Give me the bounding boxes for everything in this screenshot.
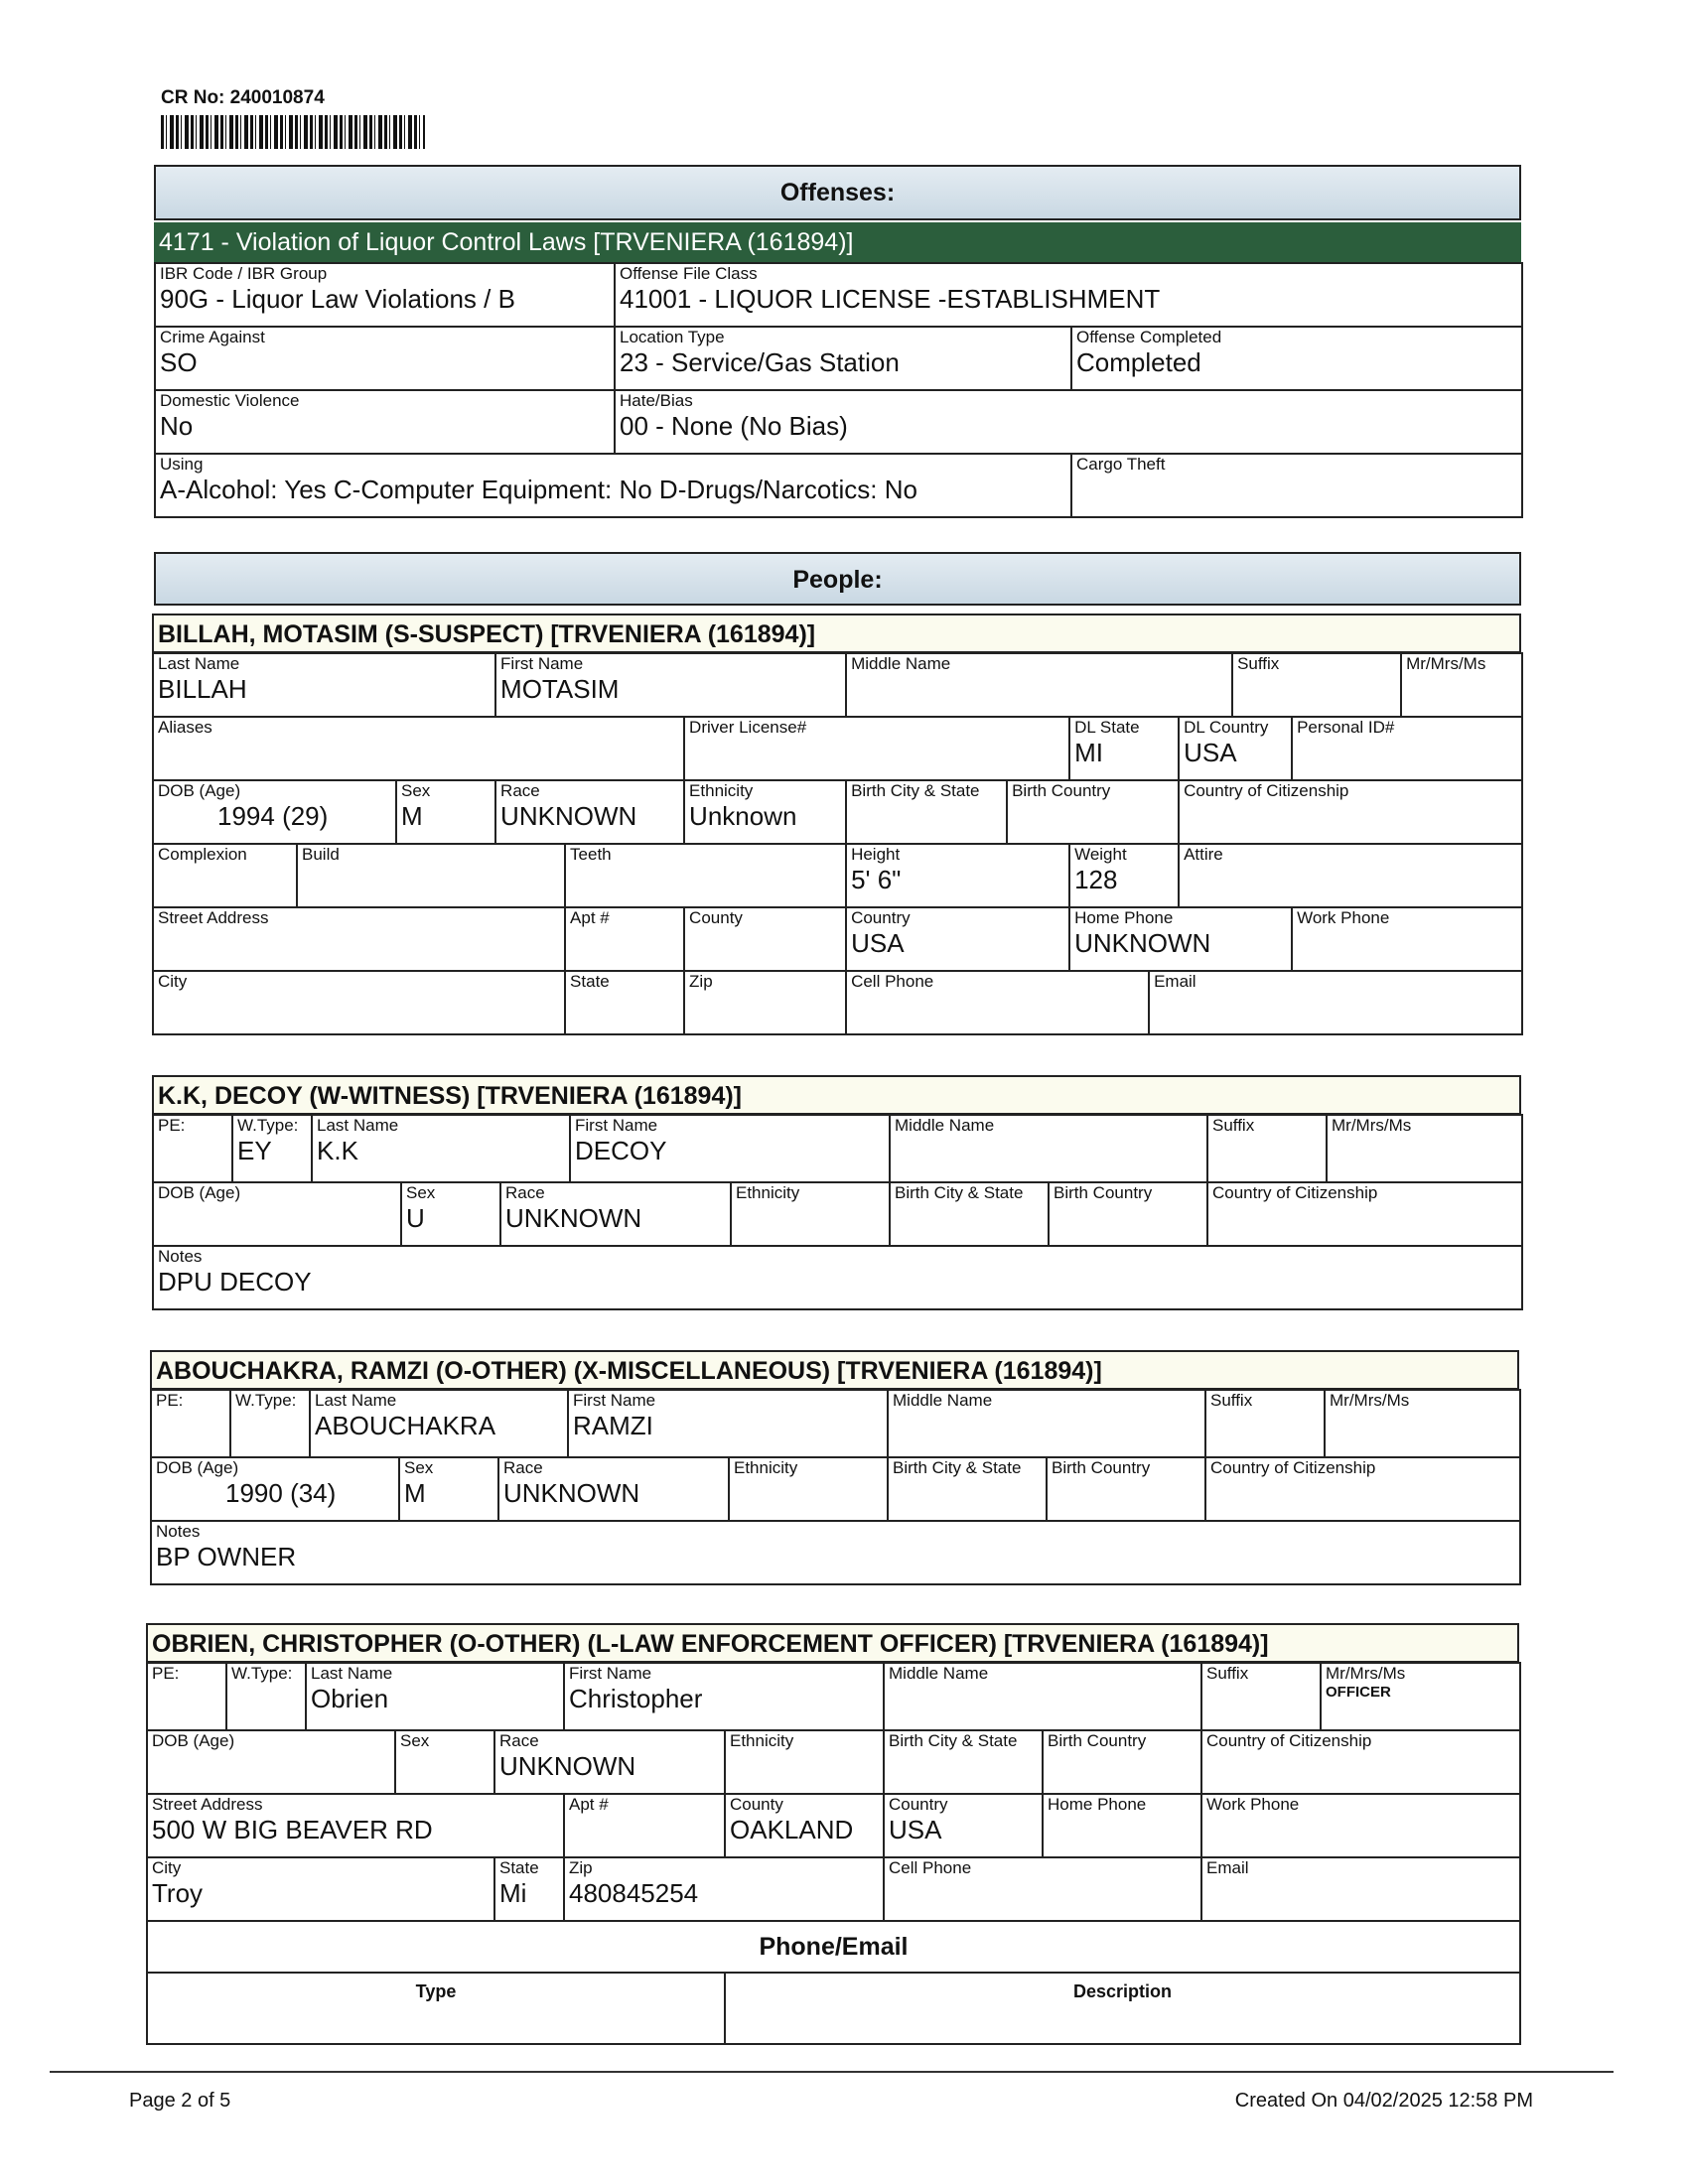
mr-cell: Mr/Mrs/Ms — [1327, 1115, 1522, 1182]
ethnicity-cell: Ethnicity — [729, 1457, 888, 1521]
county-cell: County — [684, 907, 846, 971]
birth-country-cell: Birth Country — [1047, 1457, 1205, 1521]
notes-cell: Notes DPU DECOY — [153, 1246, 1522, 1309]
work-phone-cell: Work Phone — [1292, 907, 1522, 971]
dl-country-cell: DL Country USA — [1179, 717, 1292, 780]
barcode — [161, 115, 425, 149]
attire-cell: Attire — [1179, 844, 1522, 907]
citizenship-cell: Country of Citizenship — [1179, 780, 1522, 844]
pe-cell: PE: — [153, 1115, 232, 1182]
country-cell: Country USA — [846, 907, 1069, 971]
race-cell: Race UNKNOWN — [495, 780, 684, 844]
middle-name-cell: Middle Name — [890, 1115, 1207, 1182]
created-on: Created On 04/02/2025 12:58 PM — [1234, 2090, 1533, 2112]
offense-title: 4171 - Violation of Liquor Control Laws [TRVENIERA (161894)] — [154, 222, 1521, 262]
sex-cell: Sex M — [396, 780, 495, 844]
last-name-cell: Last Name Obrien — [306, 1663, 564, 1730]
wtype-cell: W.Type: EY — [232, 1115, 312, 1182]
home-phone-cell: Home Phone — [1043, 1794, 1201, 1857]
first-name-cell: First Name DECOY — [570, 1115, 890, 1182]
dob-cell: DOB (Age) — [147, 1730, 395, 1794]
first-name-cell: First Name MOTASIM — [495, 653, 846, 717]
citizenship-cell: Country of Citizenship — [1207, 1182, 1522, 1246]
person-header-billah: BILLAH, MOTASIM (S-SUSPECT) [TRVENIERA (161894)] — [152, 614, 1521, 653]
citizenship-cell: Country of Citizenship — [1205, 1457, 1520, 1521]
work-phone-cell: Work Phone — [1201, 1794, 1520, 1857]
people-section-header: People: — [154, 552, 1521, 606]
hate-bias-cell: Hate/Bias 00 - None (No Bias) — [615, 390, 1522, 454]
footer-divider — [50, 2071, 1614, 2073]
apt-cell: Apt # — [565, 907, 684, 971]
last-name-cell: Last Name ABOUCHAKRA — [310, 1390, 568, 1457]
person-header-kk: K.K, DECOY (W-WITNESS) [TRVENIERA (161894)] — [152, 1075, 1521, 1115]
zip-cell: Zip — [684, 971, 846, 1034]
dl-state-cell: DL State MI — [1069, 717, 1179, 780]
person-table-obrien — [146, 1662, 1521, 2045]
type-column-header: Type — [147, 1973, 725, 2044]
middle-name-cell: Middle Name — [884, 1663, 1201, 1730]
pe-cell: PE: — [151, 1390, 230, 1457]
sex-cell: Sex — [395, 1730, 494, 1794]
race-cell: Race UNKNOWN — [494, 1730, 725, 1794]
using-cell: Using A-Alcohol: Yes C-Computer Equipment: No D-Drugs/Narcotics: No — [155, 454, 1071, 517]
state-cell: State — [565, 971, 684, 1034]
height-cell: Height 5' 6" — [846, 844, 1069, 907]
location-type-cell: Location Type 23 - Service/Gas Station — [615, 327, 1071, 390]
sex-cell: Sex U — [401, 1182, 500, 1246]
person-table-abouchakra — [150, 1389, 1521, 1585]
person-header-abouchakra: ABOUCHAKRA, RAMZI (O-OTHER) (X-MISCELLANEOUS) [TRVENIERA (161894)] — [150, 1350, 1519, 1390]
citizenship-cell: Country of Citizenship — [1201, 1730, 1520, 1794]
dob-cell: DOB (Age) — [153, 1182, 401, 1246]
personal-id-cell: Personal ID# — [1292, 717, 1522, 780]
city-cell: City — [153, 971, 565, 1034]
person-table-kk — [152, 1114, 1523, 1310]
middle-name-cell: Middle Name — [888, 1390, 1205, 1457]
wtype-cell: W.Type: — [230, 1390, 310, 1457]
ethnicity-cell: Ethnicity — [731, 1182, 890, 1246]
last-name-cell: Last Name K.K — [312, 1115, 570, 1182]
birth-city-cell: Birth City & State — [884, 1730, 1043, 1794]
last-name-cell: Last Name BILLAH — [153, 653, 495, 717]
page-number: Page 2 of 5 — [129, 2090, 231, 2112]
driver-license-cell: Driver License# — [684, 717, 1069, 780]
dob-cell: DOB (Age) 1990 (34) — [151, 1457, 399, 1521]
domestic-violence-cell: Domestic Violence No — [155, 390, 615, 454]
complexion-cell: Complexion — [153, 844, 297, 907]
street-address-cell: Street Address — [153, 907, 565, 971]
cell-phone-cell: Cell Phone — [846, 971, 1149, 1034]
birth-country-cell: Birth Country — [1049, 1182, 1207, 1246]
email-cell: Email — [1149, 971, 1522, 1034]
pe-cell: PE: — [147, 1663, 226, 1730]
country-cell: Country USA — [884, 1794, 1043, 1857]
file-class-cell: Offense File Class 41001 - LIQUOR LICENSE -ESTABLISHMENT — [615, 263, 1522, 327]
mr-cell: Mr/Mrs/Ms — [1325, 1390, 1520, 1457]
middle-name-cell: Middle Name — [846, 653, 1232, 717]
street-address-cell: Street Address 500 W BIG BEAVER RD — [147, 1794, 564, 1857]
suffix-cell: Suffix — [1232, 653, 1401, 717]
apt-cell: Apt # — [564, 1794, 725, 1857]
mr-cell: Mr/Mrs/Ms OFFICER — [1321, 1663, 1520, 1730]
sex-cell: Sex M — [399, 1457, 498, 1521]
cargo-theft-cell: Cargo Theft — [1071, 454, 1522, 517]
aliases-cell: Aliases — [153, 717, 684, 780]
birth-city-cell: Birth City & State — [890, 1182, 1049, 1246]
birth-country-cell: Birth Country — [1007, 780, 1179, 844]
birth-city-cell: Birth City & State — [888, 1457, 1047, 1521]
notes-cell: Notes BP OWNER — [151, 1521, 1520, 1584]
build-cell: Build — [297, 844, 565, 907]
first-name-cell: First Name RAMZI — [568, 1390, 888, 1457]
ethnicity-cell: Ethnicity Unknown — [684, 780, 846, 844]
wtype-cell: W.Type: — [226, 1663, 306, 1730]
race-cell: Race UNKNOWN — [500, 1182, 731, 1246]
race-cell: Race UNKNOWN — [498, 1457, 729, 1521]
weight-cell: Weight 128 — [1069, 844, 1179, 907]
ethnicity-cell: Ethnicity — [725, 1730, 884, 1794]
person-table-billah — [152, 652, 1523, 1035]
phone-email-header: Phone/Email — [147, 1921, 1520, 1973]
city-cell: City Troy — [147, 1857, 494, 1921]
email-cell: Email — [1201, 1857, 1520, 1921]
home-phone-cell: Home Phone UNKNOWN — [1069, 907, 1292, 971]
zip-cell: Zip 480845254 — [564, 1857, 884, 1921]
dob-cell: DOB (Age) 1994 (29) — [153, 780, 396, 844]
state-cell: State Mi — [494, 1857, 564, 1921]
offense-completed-cell: Offense Completed Completed — [1071, 327, 1522, 390]
first-name-cell: First Name Christopher — [564, 1663, 884, 1730]
cell-phone-cell: Cell Phone — [884, 1857, 1201, 1921]
offenses-section-header: Offenses: — [154, 165, 1521, 220]
offense-details-table — [154, 262, 1523, 518]
suffix-cell: Suffix — [1205, 1390, 1325, 1457]
crime-against-cell: Crime Against SO — [155, 327, 615, 390]
ibr-code-cell: IBR Code / IBR Group 90G - Liquor Law Violations / B — [155, 263, 615, 327]
description-column-header: Description — [725, 1973, 1520, 2044]
cr-number: CR No: 240010874 — [161, 87, 325, 108]
birth-country-cell: Birth Country — [1043, 1730, 1201, 1794]
teeth-cell: Teeth — [565, 844, 846, 907]
mr-cell: Mr/Mrs/Ms — [1401, 653, 1522, 717]
county-cell: County OAKLAND — [725, 1794, 884, 1857]
person-header-obrien: OBRIEN, CHRISTOPHER (O-OTHER) (L-LAW ENFORCEMENT OFFICER) [TRVENIERA (161894)] — [146, 1623, 1519, 1663]
birth-city-cell: Birth City & State — [846, 780, 1007, 844]
suffix-cell: Suffix — [1207, 1115, 1327, 1182]
suffix-cell: Suffix — [1201, 1663, 1321, 1730]
